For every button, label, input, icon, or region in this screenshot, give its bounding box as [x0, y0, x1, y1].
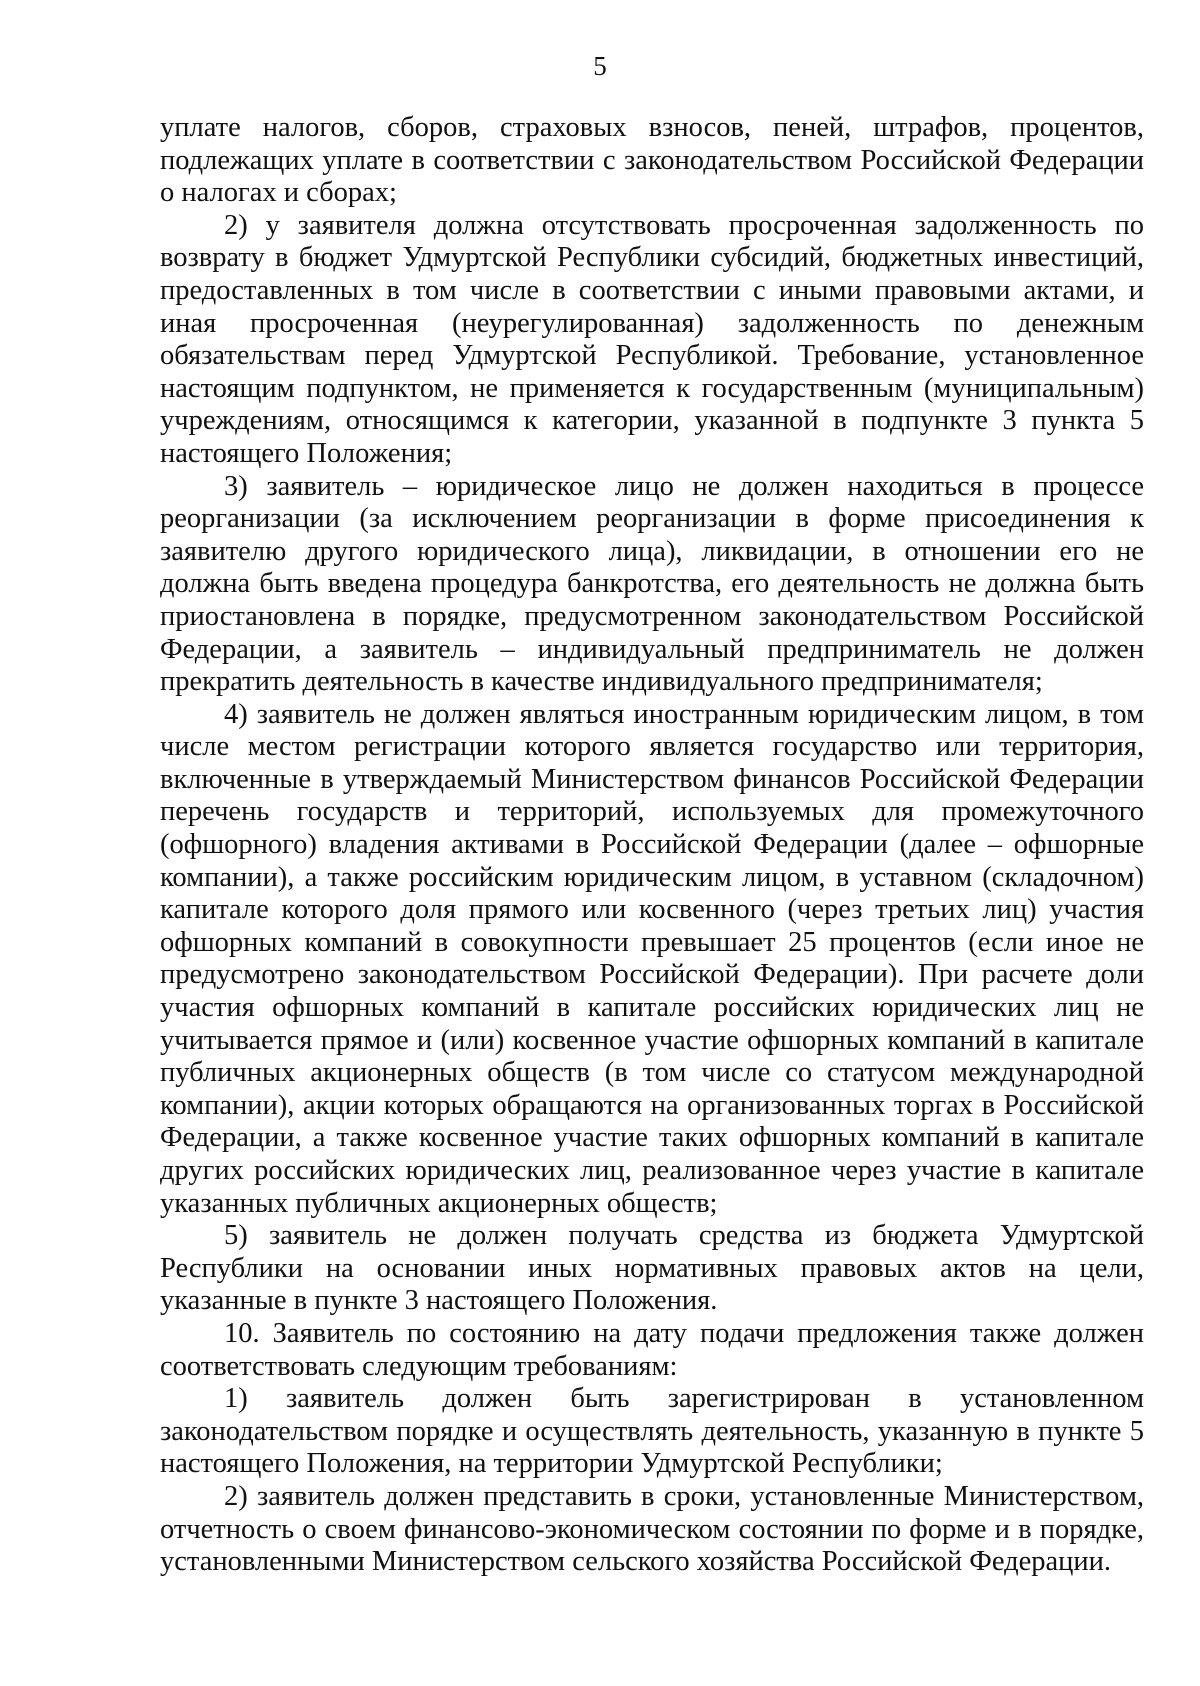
paragraph-item-3: 3) заявитель – юридическое лицо не должен находиться в процессе реорганизации (за исключением реорганизации в форме присоединения к заявителю другого юридического лица), ликвидации, в отношении его не должна быть введена процедура банкротства, его деятельность не должна быть приостановлена в порядке, предусмотренном законодательством Российской Федерации, а заявитель – индивидуальный предприниматель не должен прекратить деятельность в качестве индивидуального предпринимателя;	[160, 470, 1144, 698]
paragraph-clause-10-item-2: 2) заявитель должен представить в сроки, установленные Министерством, отчетность о своем финансово-экономическом состоянии по форме и в порядке, установленными Министерством сельского хозяйства Российской Федерации.	[160, 1480, 1144, 1578]
document-body	[160, 112, 1144, 1579]
paragraph-item-2: 2) у заявителя должна отсутствовать просроченная задолженность по возврату в бюджет Удмуртской Республики субсидий, бюджетных инвестиций, предоставленных в том числе в соответствии с иными правовыми актами, и иная просроченная (неурегулированная) задолженность по денежным обязательствам перед Удмуртской Республикой. Требование, установленное настоящим подпунктом, не применяется к государственным (муниципальным) учреждениям, относящимся к категории, указанной в подпункте 3 пункта 5 настоящего Положения;	[160, 209, 1144, 469]
paragraph-item-4: 4) заявитель не должен являться иностранным юридическим лицом, в том числе местом регистрации которого является государство или территория, включенные в утверждаемый Министерством финансов Российской Федерации перечень государств и территорий, используемых для промежуточного (офшорного) владения активами в Российской Федерации (далее – офшорные компании), а также российским юридическим лицом, в уставном (складочном) капитале которого доля прямого или косвенного (через третьих лиц) участия офшорных компаний в совокупности превышает 25 процентов (если иное не предусмотрено законодательством Российской Федерации). При расчете доли участия офшорных компаний в капитале российских юридических лиц не учитывается прямое и (или) косвенное участие офшорных компаний в капитале публичных акционерных обществ (в том числе со статусом международной компании), акции которых обращаются на организованных торгах в Российской Федерации, а также косвенное участие таких офшорных компаний в капитале других российских юридических лиц, реализованное через участие в капитале указанных публичных акционерных обществ;	[160, 698, 1144, 1219]
paragraph-clause-10: 10. Заявитель по состоянию на дату подачи предложения также должен соответствовать следующим требованиям:	[160, 1317, 1144, 1382]
page-number: 5	[593, 51, 607, 81]
paragraph-clause-10-item-1: 1) заявитель должен быть зарегистрирован в установленном законодательством порядке и осуществлять деятельность, указанную в пункте 5 настоящего Положения, на территории Удмуртской Республики;	[160, 1383, 1144, 1480]
paragraph-item-5: 5) заявитель не должен получать средства из бюджета Удмуртской Республики на основании иных нормативных правовых актов на цели, указанные в пункте 3 настоящего Положения.	[160, 1220, 1144, 1317]
paragraph-continuation: уплате налогов, сборов, страховых взносов, пеней, штрафов, процентов, подлежащих уплате в соответствии с законодательством Российской Федерации о налогах и сборах;	[160, 112, 1144, 209]
